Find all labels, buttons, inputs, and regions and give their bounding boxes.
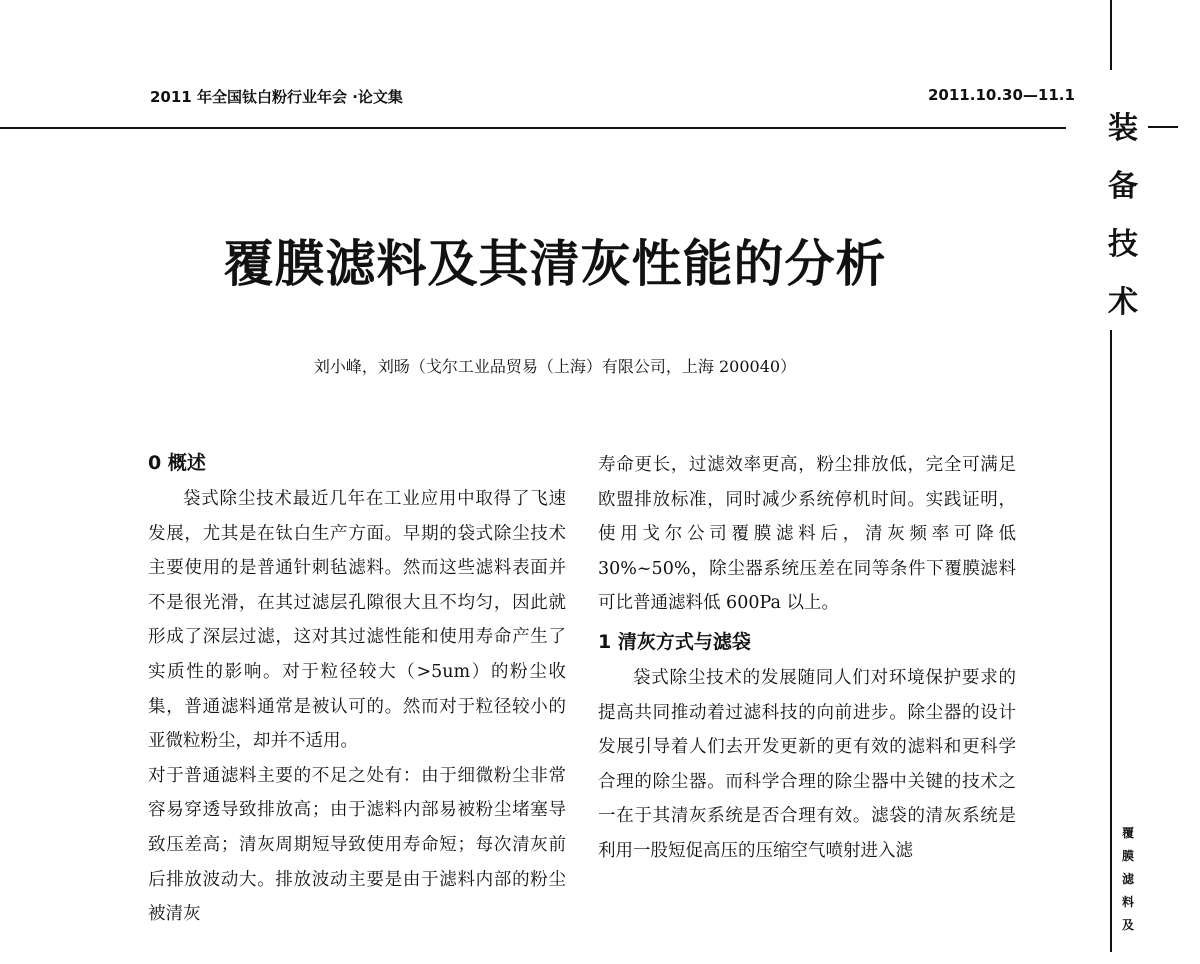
left-column xyxy=(148,444,566,964)
running-header-left: 2011 年全国钛白粉行业年会 ·论文集 xyxy=(150,88,403,106)
paragraph: 袋式除尘技术的发展随同人们对环境保护要求的提高共同推动着过滤科技的向前进步。除尘器的设计发展引导着人们去开发更新的更有效的滤料和更科学合理的除尘器。而科学合理的除尘器中关键的技术之一在于其清灰系统是否合理有效。滤袋的清灰系统是利用一股短促高压的压缩空气喷射进入滤 xyxy=(598,667,1016,861)
running-header-date: 2011.10.30—11.1 xyxy=(928,86,1075,104)
right-column xyxy=(598,448,1016,958)
side-char: 膜 xyxy=(1121,849,1134,863)
paper-title xyxy=(0,224,1200,296)
side-vertical-rule-bottom xyxy=(1110,330,1112,952)
title-text: 覆膜滤料及其清灰性能的分析 xyxy=(223,235,887,293)
header-rule xyxy=(0,127,1066,129)
paragraph: 对于普通滤料主要的不足之处有：由于细微粉尘非常容易穿透导致排放高；由于滤料内部易被粉尘堵塞导致压差高；清灰周期短导致使用寿命短；每次清灰前后排放波动大。排放波动主要是由于滤料内部的粉尘被清灰 xyxy=(148,765,566,925)
authors-text: 刘小峰，刘旸（戈尔工业品贸易（上海）有限公司，上海 200040） xyxy=(313,357,797,376)
side-char: 备 xyxy=(1108,169,1138,204)
section-heading: 1 清灰方式与滤袋 xyxy=(598,630,751,653)
side-char: 覆 xyxy=(1121,826,1134,840)
side-char: 技 xyxy=(1108,227,1138,262)
side-running-title xyxy=(1118,822,1138,937)
paragraph: 袋式除尘技术最近几年在工业应用中取得了飞速发展，尤其是在钛白生产方面。早期的袋式除尘技术主要使用的是普通针刺毡滤料。然而这些滤料表面并不是很光滑，在其过滤层孔隙很大且不均匀，因此就形成了深层过滤，这对其过滤性能和使用寿命产生了实质性的影响。对于粒径较大（>5um）的粉尘收集，普通滤料通常是被认可的。然而对于粒径较小的亚微粒粉尘，却并不适用。 xyxy=(148,489,566,752)
side-vertical-rule-top xyxy=(1110,0,1112,70)
side-char: 术 xyxy=(1108,285,1138,320)
side-char: 料 xyxy=(1121,895,1134,909)
side-char: 及 xyxy=(1121,918,1134,932)
paragraph: 寿命更长，过滤效率更高，粉尘排放低，完全可满足欧盟排放标准，同时减少系统停机时间。实践证明，使用戈尔公司覆膜滤料后，清灰频率可降低 30%~50%，除尘器系统压差在同等条件下覆膜滤料可比普通滤料低 600Pa 以上。 xyxy=(598,455,1016,614)
side-rule xyxy=(1148,126,1178,128)
side-char: 装 xyxy=(1108,111,1138,146)
side-char: 滤 xyxy=(1121,872,1134,886)
section-heading: 0 概述 xyxy=(148,452,206,474)
authors-line xyxy=(0,354,1200,377)
side-tab-label xyxy=(1103,100,1143,332)
